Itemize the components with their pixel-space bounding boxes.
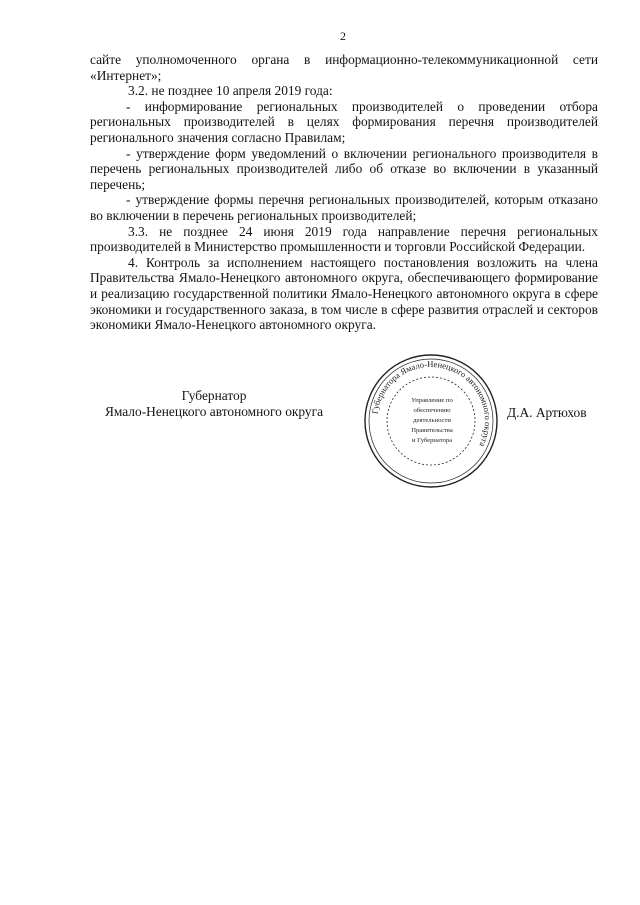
seal-line-1: Управление по bbox=[411, 397, 453, 404]
seal-ring-text: Губернатора Ямало-Ненецкого автономного округа bbox=[369, 358, 494, 449]
page-number: 2 bbox=[340, 29, 346, 43]
signatory-title bbox=[92, 388, 336, 419]
paragraph-3-3: 3.3. не позднее 24 июня 2019 года направление перечня региональных производителей в Министерство промышленности и торговли Российской Федерации. bbox=[90, 223, 598, 255]
list-item-refusal-list-form: - утверждение формы перечня региональных производителей, которым отказано во включении в перечень региональных производителей; bbox=[90, 192, 598, 223]
seal-line-2: обеспечению bbox=[413, 407, 451, 414]
seal-line-4: Правительства bbox=[411, 427, 453, 434]
signatory-position: Губернатор bbox=[181, 388, 247, 403]
list-item-informing: - информирование региональных производителей о проведении отбора региональных производителей в целях формирования перечня производителей регионального значения согласно Правилам; bbox=[90, 98, 598, 145]
list-item-notification-forms: - утверждение форм уведомлений о включении регионального производителя в перечень региональных производителей либо об отказе во включении в указанный перечень; bbox=[90, 145, 598, 192]
seal-line-3: деятельности bbox=[413, 417, 451, 424]
signatory-name: Д.А. Артюхов bbox=[507, 405, 587, 420]
official-seal bbox=[361, 351, 501, 491]
paragraph-4: 4. Контроль за исполнением настоящего постановления возложить на члена Правительства Ямало-Ненецкого автономного округа, обеспечивающего формирование и реализацию государственной политики Ямало-Ненецкого автономного округа в сфере экономики и государственного заказа, в том числе в сфере развития отраслей и секторов экономики Ямало-Ненецкого автономного округа. bbox=[90, 254, 598, 333]
document-body bbox=[90, 52, 598, 333]
paragraph-3-2: 3.2. не позднее 10 апреля 2019 года: bbox=[128, 83, 333, 99]
seal-line-5: и Губернатора bbox=[411, 437, 453, 444]
signatory-region: Ямало-Ненецкого автономного округа bbox=[104, 403, 324, 419]
paragraph-continuation: сайте уполномоченного органа в информационно-телекоммуникационной сети «Интернет»; bbox=[90, 52, 598, 83]
